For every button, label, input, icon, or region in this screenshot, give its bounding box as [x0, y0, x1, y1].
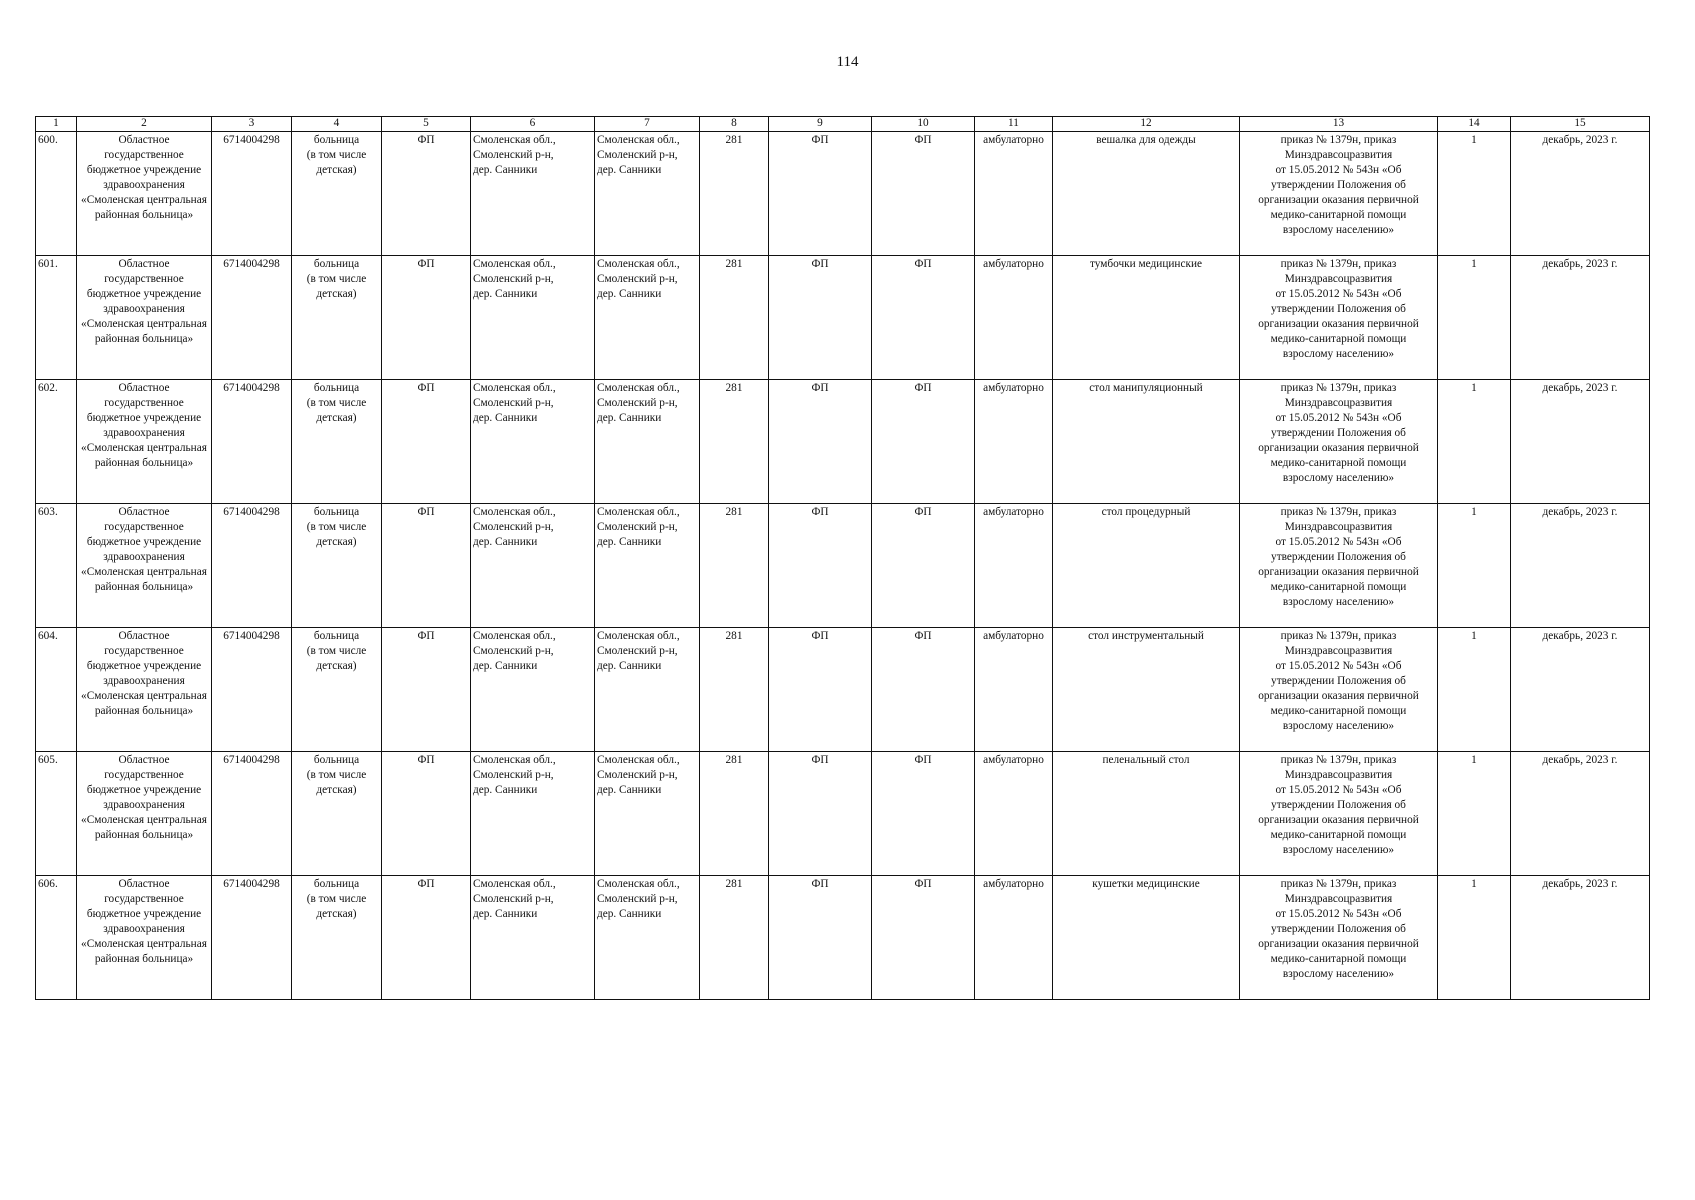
code-cell: 281 — [700, 256, 769, 380]
quantity: 1 — [1438, 132, 1511, 256]
unit-cell: ФП — [872, 256, 975, 380]
column-header: 12 — [1053, 117, 1240, 132]
actual-address: Смоленская обл., Смоленский р-н, дер. Санники — [595, 628, 700, 752]
table-row — [36, 256, 1650, 380]
row-number: 602. — [36, 380, 77, 504]
column-header: 3 — [212, 117, 292, 132]
facility-type: больница (в том числе детская) — [292, 628, 382, 752]
quantity: 1 — [1438, 504, 1511, 628]
legal-address: Смоленская обл., Смоленский р-н, дер. Санники — [471, 380, 595, 504]
legal-address: Смоленская обл., Смоленский р-н, дер. Санники — [471, 752, 595, 876]
row-number: 601. — [36, 256, 77, 380]
organization-name: Областное государственное бюджетное учреждение здравоохранения «Смоленская центральная районная больница» — [77, 752, 212, 876]
quantity: 1 — [1438, 752, 1511, 876]
unit-cell: ФП — [872, 132, 975, 256]
unit-type: ФП — [382, 504, 471, 628]
legal-basis: приказ № 1379н, приказ Минздравсоцразвития от 15.05.2012 № 543н «Об утверждении Положения об организации оказания первичной медико-санитарной помощи взрослому населению» — [1240, 752, 1438, 876]
care-mode: амбулаторно — [975, 504, 1053, 628]
table-row — [36, 380, 1650, 504]
organization-name: Областное государственное бюджетное учреждение здравоохранения «Смоленская центральная районная больница» — [77, 256, 212, 380]
legal-address: Смоленская обл., Смоленский р-н, дер. Санники — [471, 256, 595, 380]
equipment-name: стол процедурный — [1053, 504, 1240, 628]
legal-address: Смоленская обл., Смоленский р-н, дер. Санники — [471, 132, 595, 256]
inn-code: 6714004298 — [212, 876, 292, 1000]
table-row — [36, 876, 1650, 1000]
table-row — [36, 628, 1650, 752]
code-cell: 281 — [700, 132, 769, 256]
deadline-date: декабрь, 2023 г. — [1511, 132, 1650, 256]
equipment-name: вешалка для одежды — [1053, 132, 1240, 256]
quantity: 1 — [1438, 876, 1511, 1000]
column-number-row — [36, 117, 1650, 132]
legal-basis: приказ № 1379н, приказ Минздравсоцразвития от 15.05.2012 № 543н «Об утверждении Положения об организации оказания первичной медико-санитарной помощи взрослому населению» — [1240, 504, 1438, 628]
legal-address: Смоленская обл., Смоленский р-н, дер. Санники — [471, 628, 595, 752]
deadline-date: декабрь, 2023 г. — [1511, 256, 1650, 380]
facility-type: больница (в том числе детская) — [292, 132, 382, 256]
row-number: 604. — [36, 628, 77, 752]
care-mode: амбулаторно — [975, 752, 1053, 876]
unit-type: ФП — [382, 628, 471, 752]
unit-cell: ФП — [769, 876, 872, 1000]
table-row — [36, 504, 1650, 628]
unit-cell: ФП — [872, 628, 975, 752]
deadline-date: декабрь, 2023 г. — [1511, 380, 1650, 504]
inn-code: 6714004298 — [212, 504, 292, 628]
unit-type: ФП — [382, 876, 471, 1000]
column-header: 10 — [872, 117, 975, 132]
column-header: 15 — [1511, 117, 1650, 132]
inn-code: 6714004298 — [212, 628, 292, 752]
facility-type: больница (в том числе детская) — [292, 380, 382, 504]
legal-address: Смоленская обл., Смоленский р-н, дер. Санники — [471, 504, 595, 628]
deadline-date: декабрь, 2023 г. — [1511, 504, 1650, 628]
care-mode: амбулаторно — [975, 256, 1053, 380]
row-number: 603. — [36, 504, 77, 628]
actual-address: Смоленская обл., Смоленский р-н, дер. Санники — [595, 256, 700, 380]
code-cell: 281 — [700, 876, 769, 1000]
table-row — [36, 752, 1650, 876]
organization-name: Областное государственное бюджетное учреждение здравоохранения «Смоленская центральная районная больница» — [77, 132, 212, 256]
row-number: 605. — [36, 752, 77, 876]
inn-code: 6714004298 — [212, 380, 292, 504]
table-row — [36, 132, 1650, 256]
unit-cell: ФП — [769, 628, 872, 752]
organization-name: Областное государственное бюджетное учреждение здравоохранения «Смоленская центральная районная больница» — [77, 876, 212, 1000]
code-cell: 281 — [700, 380, 769, 504]
column-header: 13 — [1240, 117, 1438, 132]
unit-cell: ФП — [769, 504, 872, 628]
organization-name: Областное государственное бюджетное учреждение здравоохранения «Смоленская центральная районная больница» — [77, 628, 212, 752]
unit-cell: ФП — [769, 132, 872, 256]
facility-type: больница (в том числе детская) — [292, 752, 382, 876]
unit-cell: ФП — [769, 380, 872, 504]
column-header: 5 — [382, 117, 471, 132]
unit-cell: ФП — [769, 256, 872, 380]
column-header: 4 — [292, 117, 382, 132]
unit-cell: ФП — [769, 752, 872, 876]
equipment-name: кушетки медицинские — [1053, 876, 1240, 1000]
inn-code: 6714004298 — [212, 752, 292, 876]
facility-type: больница (в том числе детская) — [292, 504, 382, 628]
unit-type: ФП — [382, 752, 471, 876]
code-cell: 281 — [700, 752, 769, 876]
facility-type: больница (в том числе детская) — [292, 256, 382, 380]
legal-basis: приказ № 1379н, приказ Минздравсоцразвития от 15.05.2012 № 543н «Об утверждении Положения об организации оказания первичной медико-санитарной помощи взрослому населению» — [1240, 132, 1438, 256]
legal-basis: приказ № 1379н, приказ Минздравсоцразвития от 15.05.2012 № 543н «Об утверждении Положения об организации оказания первичной медико-санитарной помощи взрослому населению» — [1240, 628, 1438, 752]
page-number: 114 — [836, 54, 859, 70]
legal-basis: приказ № 1379н, приказ Минздравсоцразвития от 15.05.2012 № 543н «Об утверждении Положения об организации оказания первичной медико-санитарной помощи взрослому населению» — [1240, 380, 1438, 504]
column-header: 14 — [1438, 117, 1511, 132]
deadline-date: декабрь, 2023 г. — [1511, 628, 1650, 752]
deadline-date: декабрь, 2023 г. — [1511, 752, 1650, 876]
unit-cell: ФП — [872, 380, 975, 504]
quantity: 1 — [1438, 380, 1511, 504]
unit-cell: ФП — [872, 876, 975, 1000]
quantity: 1 — [1438, 628, 1511, 752]
inn-code: 6714004298 — [212, 132, 292, 256]
unit-type: ФП — [382, 132, 471, 256]
actual-address: Смоленская обл., Смоленский р-н, дер. Санники — [595, 752, 700, 876]
legal-address: Смоленская обл., Смоленский р-н, дер. Санники — [471, 876, 595, 1000]
actual-address: Смоленская обл., Смоленский р-н, дер. Санники — [595, 380, 700, 504]
care-mode: амбулаторно — [975, 132, 1053, 256]
legal-basis: приказ № 1379н, приказ Минздравсоцразвития от 15.05.2012 № 543н «Об утверждении Положения об организации оказания первичной медико-санитарной помощи взрослому населению» — [1240, 876, 1438, 1000]
unit-cell: ФП — [872, 504, 975, 628]
deadline-date: декабрь, 2023 г. — [1511, 876, 1650, 1000]
unit-cell: ФП — [872, 752, 975, 876]
column-header: 8 — [700, 117, 769, 132]
actual-address: Смоленская обл., Смоленский р-н, дер. Санники — [595, 132, 700, 256]
column-header: 11 — [975, 117, 1053, 132]
actual-address: Смоленская обл., Смоленский р-н, дер. Санники — [595, 876, 700, 1000]
unit-type: ФП — [382, 256, 471, 380]
organization-name: Областное государственное бюджетное учреждение здравоохранения «Смоленская центральная районная больница» — [77, 380, 212, 504]
inn-code: 6714004298 — [212, 256, 292, 380]
organization-name: Областное государственное бюджетное учреждение здравоохранения «Смоленская центральная районная больница» — [77, 504, 212, 628]
column-header: 2 — [77, 117, 212, 132]
column-header: 7 — [595, 117, 700, 132]
equipment-name: тумбочки медицинские — [1053, 256, 1240, 380]
equipment-name: стол инструментальный — [1053, 628, 1240, 752]
row-number: 600. — [36, 132, 77, 256]
column-header: 1 — [36, 117, 77, 132]
care-mode: амбулаторно — [975, 380, 1053, 504]
code-cell: 281 — [700, 628, 769, 752]
equipment-name: пеленальный стол — [1053, 752, 1240, 876]
column-header: 6 — [471, 117, 595, 132]
code-cell: 281 — [700, 504, 769, 628]
actual-address: Смоленская обл., Смоленский р-н, дер. Санники — [595, 504, 700, 628]
quantity: 1 — [1438, 256, 1511, 380]
facility-type: больница (в том числе детская) — [292, 876, 382, 1000]
table-body — [36, 132, 1650, 1000]
care-mode: амбулаторно — [975, 876, 1053, 1000]
column-header: 9 — [769, 117, 872, 132]
equipment-table — [35, 116, 1650, 1000]
equipment-name: стол манипуляционный — [1053, 380, 1240, 504]
legal-basis: приказ № 1379н, приказ Минздравсоцразвития от 15.05.2012 № 543н «Об утверждении Положения об организации оказания первичной медико-санитарной помощи взрослому населению» — [1240, 256, 1438, 380]
unit-type: ФП — [382, 380, 471, 504]
care-mode: амбулаторно — [975, 628, 1053, 752]
row-number: 606. — [36, 876, 77, 1000]
